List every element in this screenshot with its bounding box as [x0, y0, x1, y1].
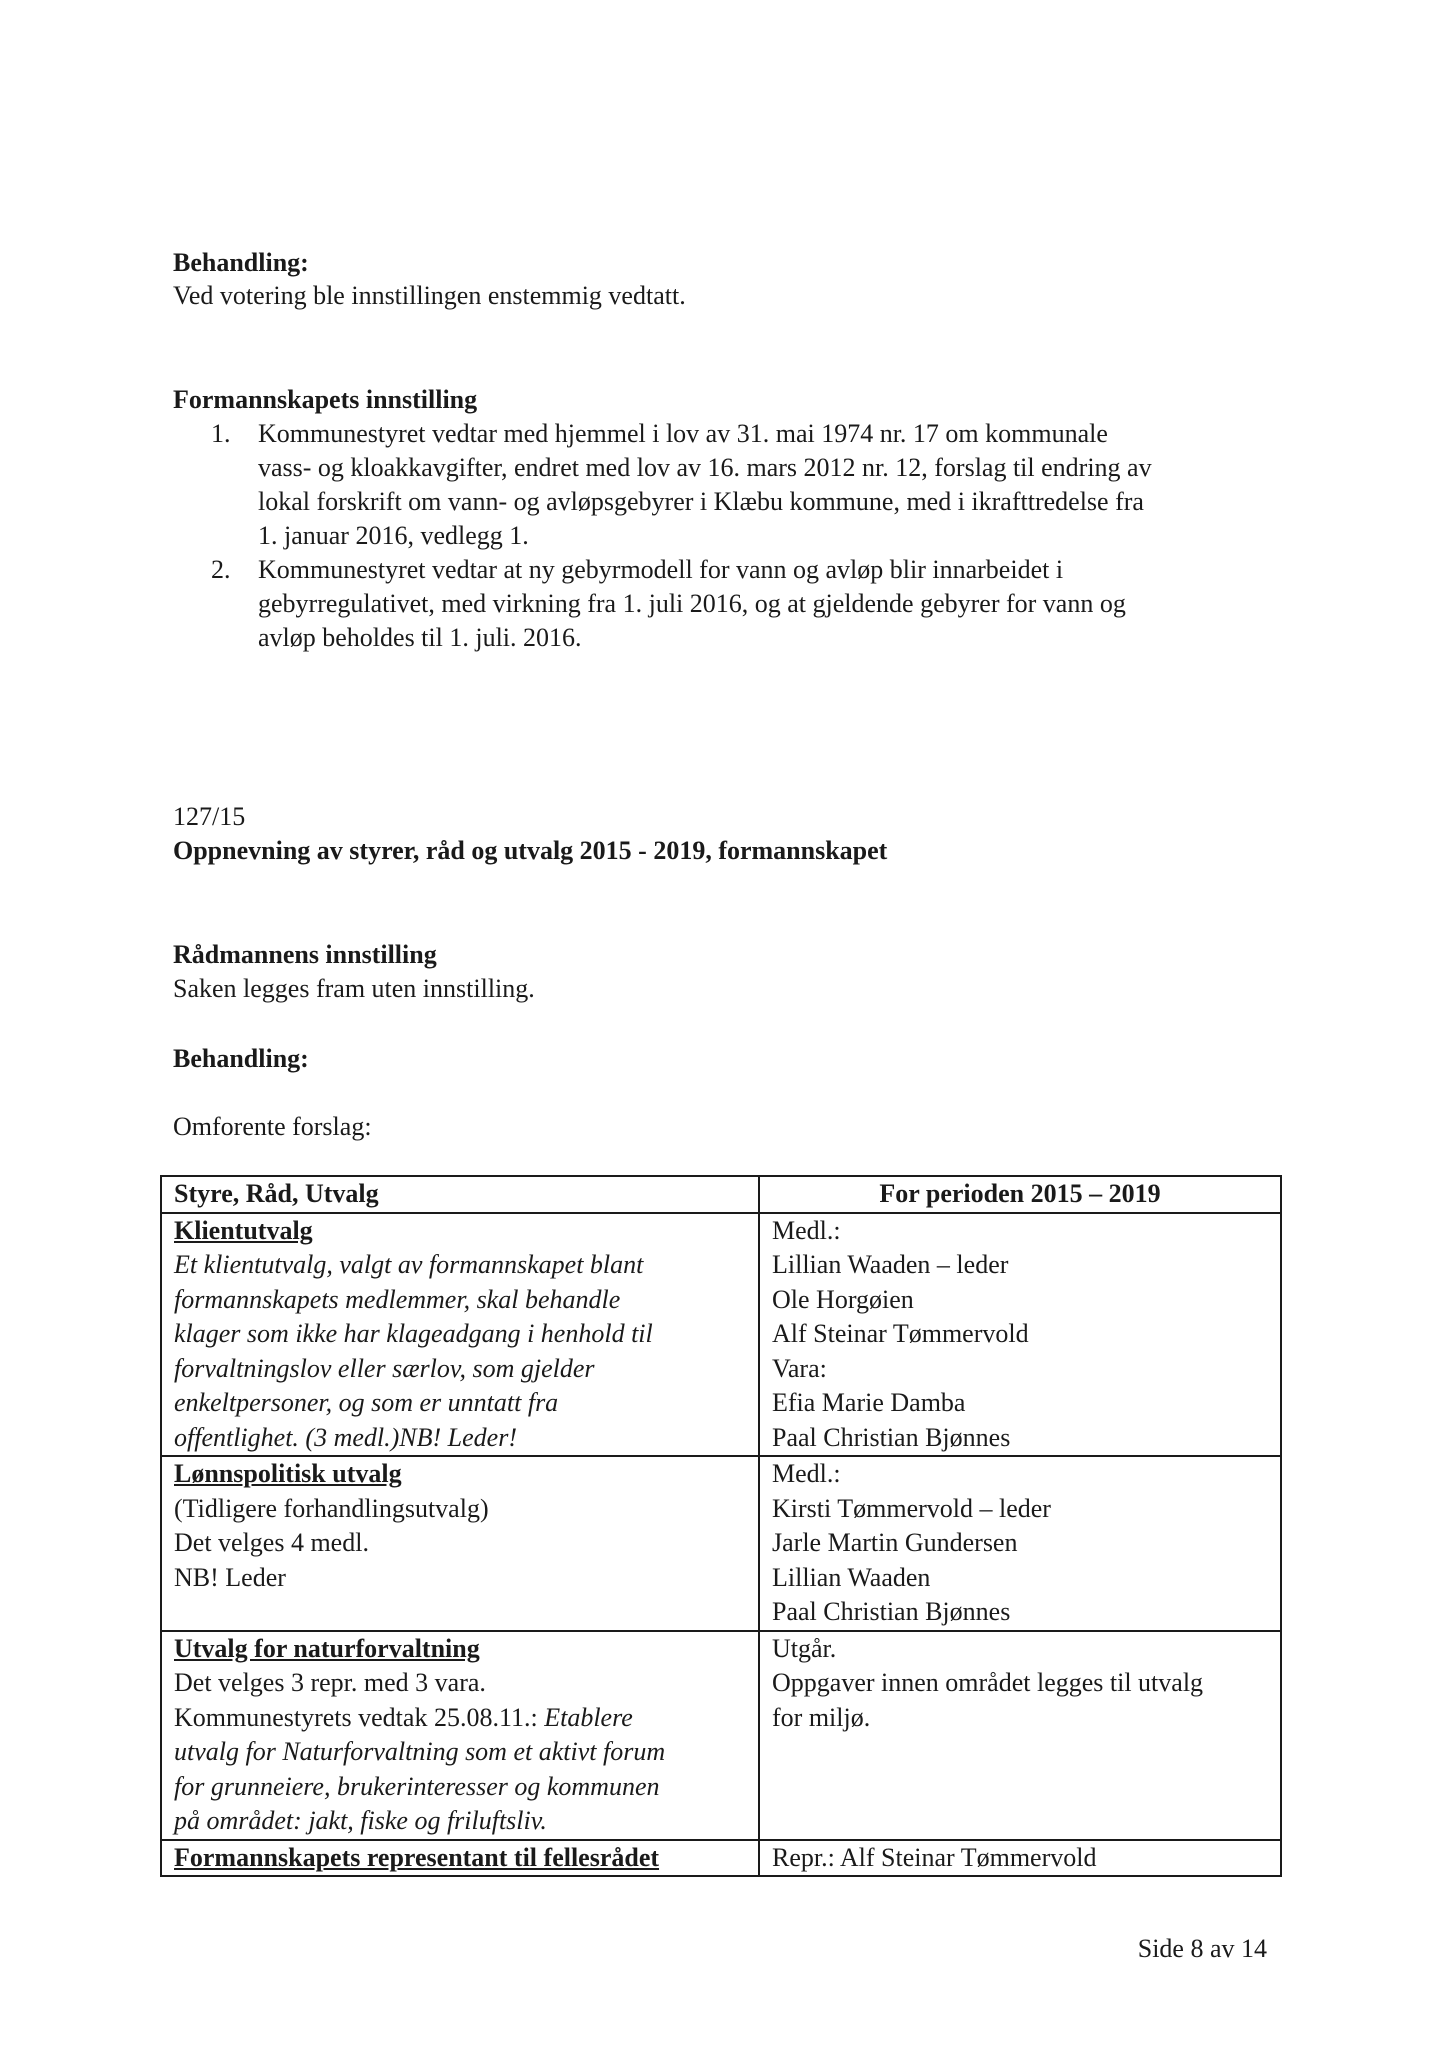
table-row	[161, 1213, 1281, 1457]
committee-desc-line: for grunneiere, brukerinteresser og kommunen	[174, 1771, 660, 1801]
committee-cell	[161, 1213, 759, 1457]
decision-prefix: Kommunestyrets vedtak 25.08.11.:	[174, 1702, 545, 1732]
member-line: Utgår.	[772, 1633, 837, 1663]
list-item	[211, 553, 1298, 655]
table-row	[161, 1631, 1281, 1840]
case-title: Oppnevning av styrer, råd og utvalg 2015 - 2019, formannskapet	[173, 836, 888, 865]
behandling2-intro: Omforente forslag:	[173, 1112, 372, 1141]
table-row	[161, 1456, 1281, 1631]
list-item	[211, 417, 1298, 553]
radmann-text: Saken legges fram uten innstilling.	[173, 974, 535, 1003]
committee-cell	[161, 1631, 759, 1840]
list-line: vass- og kloakkavgifter, endret med lov av 16. mars 2012 nr. 12, forslag til endring av	[258, 453, 1152, 482]
member-line: Oppgaver innen området legges til utvalg	[772, 1668, 1204, 1697]
header-committee: Styre, Råd, Utvalg	[161, 1176, 759, 1213]
decision-italic: Etablere	[544, 1702, 633, 1732]
member-line: for miljø.	[772, 1702, 871, 1732]
member-line: Repr.: Alf Steinar Tømmervold	[772, 1842, 1097, 1872]
committee-title: Lønnspolitisk utvalg	[174, 1459, 402, 1488]
table-header-row	[161, 1176, 1281, 1213]
behandling2-heading: Behandling:	[173, 1044, 309, 1073]
committee-title: Formannskapets representant til fellesrådet	[174, 1842, 660, 1872]
radmann-heading: Rådmannens innstilling	[173, 940, 437, 969]
committee-desc-line: klager som ikke har klageadgang i henhold til	[174, 1319, 653, 1348]
committee-title: Utvalg for naturforvaltning	[174, 1633, 480, 1663]
header-period: For perioden 2015 – 2019	[759, 1176, 1281, 1213]
member-line: Medl.:	[772, 1459, 841, 1488]
members-cell	[759, 1631, 1281, 1840]
member-line: Vara:	[772, 1353, 827, 1383]
behandling-heading: Behandling:	[173, 248, 309, 277]
committee-desc-line: NB! Leder	[174, 1562, 286, 1592]
committee-desc-line: Et klientutvalg, valgt av formannskapet blant	[174, 1250, 644, 1279]
list-number: 1.	[211, 419, 231, 448]
committee-desc-line: formannskapets medlemmer, skal behandle	[174, 1284, 621, 1314]
member-line: Lillian Waaden	[772, 1562, 931, 1592]
committee-desc-line: forvaltningslov eller særlov, som gjelder	[174, 1353, 595, 1383]
behandling-text: Ved votering ble innstillingen enstemmig vedtatt.	[173, 281, 686, 310]
committee-desc-line: Det velges 3 repr. med 3 vara.	[174, 1668, 486, 1697]
committee-cell	[161, 1456, 759, 1631]
committee-desc-line: offentlighet. (3 medl.)NB! Leder!	[174, 1422, 517, 1452]
committee-desc-line: utvalg for Naturforvaltning som et aktivt forum	[174, 1737, 666, 1766]
committee-desc-line: (Tidligere forhandlingsutvalg)	[174, 1493, 489, 1523]
member-line: Paal Christian Bjønnes	[772, 1597, 1011, 1626]
list-line: gebyrregulativet, med virkning fra 1. juli 2016, og at gjeldende gebyrer for vann og	[258, 589, 1126, 618]
formannskap-heading: Formannskapets innstilling	[173, 385, 478, 414]
formannskap-list	[211, 417, 1298, 655]
members-cell	[759, 1840, 1281, 1877]
list-line: lokal forskrift om vann- og avløpsgebyrer i Klæbu kommune, med i ikrafttredelse fra	[258, 487, 1144, 516]
case-number: 127/15	[173, 802, 246, 831]
member-line: Jarle Martin Gundersen	[772, 1528, 1018, 1557]
list-line: Kommunestyret vedtar at ny gebyrmodell for vann og avløp blir innarbeidet i	[258, 555, 1064, 584]
member-line: Lillian Waaden – leder	[772, 1250, 1009, 1279]
committee-table	[160, 1175, 1282, 1877]
committee-desc-line: på området: jakt, fiske og friluftsliv.	[174, 1806, 547, 1835]
committee-cell	[161, 1840, 759, 1877]
list-line: avløp beholdes til 1. juli. 2016.	[258, 623, 582, 652]
member-line: Efia Marie Damba	[772, 1388, 966, 1417]
members-cell	[759, 1456, 1281, 1631]
committee-desc-line: Det velges 4 medl.	[174, 1528, 369, 1557]
committee-desc-line: enkeltpersoner, og som er unntatt fra	[174, 1388, 559, 1417]
list-number: 2.	[211, 555, 231, 584]
member-line: Ole Horgøien	[772, 1284, 914, 1314]
member-line: Medl.:	[772, 1215, 841, 1245]
committee-title: Klientutvalg	[174, 1215, 313, 1245]
table-row	[161, 1840, 1281, 1877]
committee-desc-line	[174, 1701, 746, 1736]
member-line: Alf Steinar Tømmervold	[772, 1319, 1029, 1348]
member-line: Kirsti Tømmervold – leder	[772, 1493, 1051, 1523]
list-line: 1. januar 2016, vedlegg 1.	[258, 521, 529, 550]
member-line: Paal Christian Bjønnes	[772, 1422, 1011, 1452]
list-line: Kommunestyret vedtar med hjemmel i lov av 31. mai 1974 nr. 17 om kommunale	[258, 419, 1108, 448]
page-number: Side 8 av 14	[1137, 1934, 1267, 1963]
members-cell	[759, 1213, 1281, 1457]
